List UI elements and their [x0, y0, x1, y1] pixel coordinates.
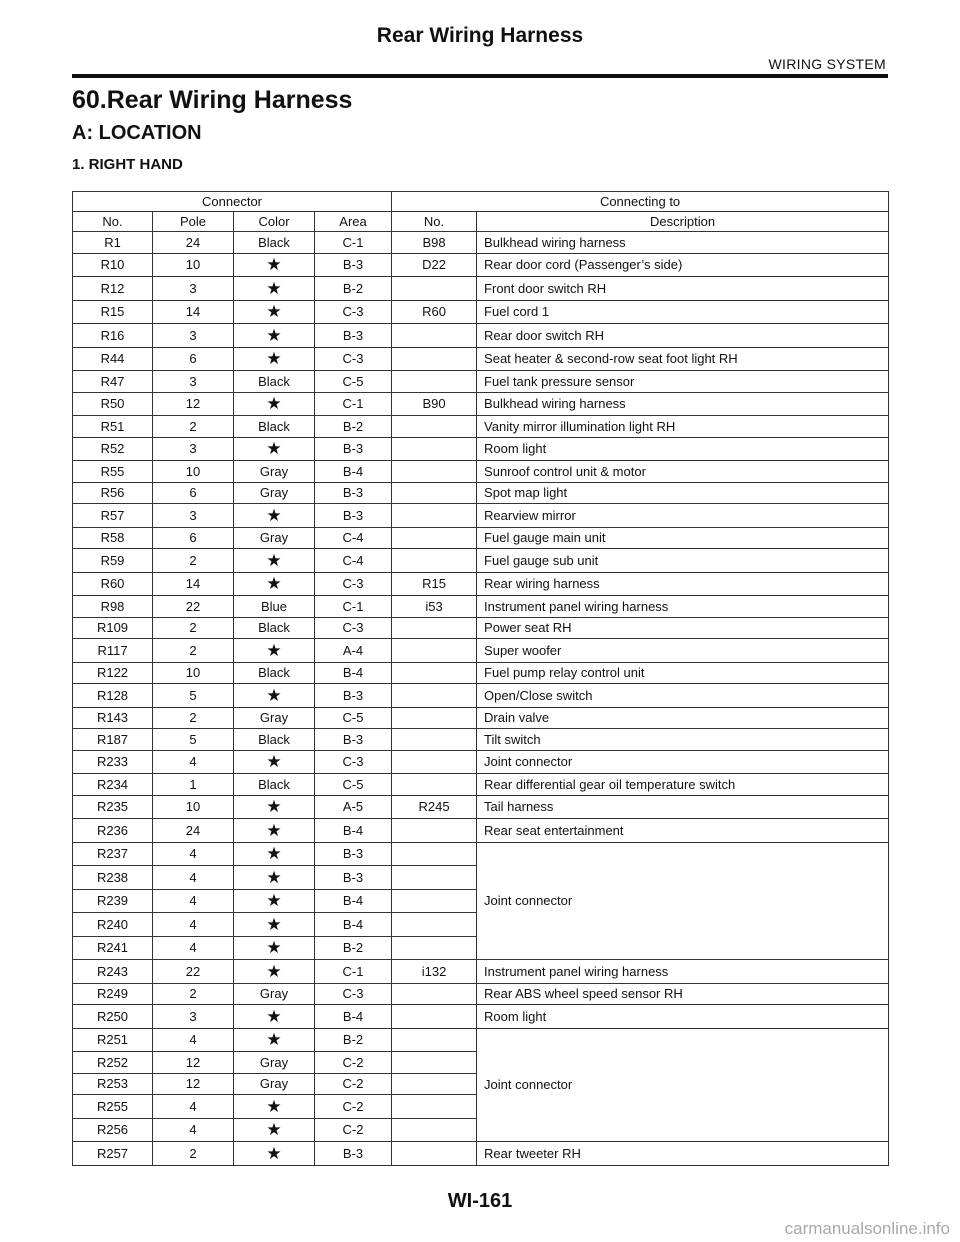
star-icon: ★ [234, 1028, 315, 1052]
cell-connector-no: R56 [73, 482, 153, 504]
column-header-color: Color [234, 212, 315, 232]
cell-connecting-no [392, 277, 477, 301]
cell-area: B-3 [315, 684, 392, 708]
table-row [73, 795, 889, 819]
cell-connector-no: R187 [73, 729, 153, 751]
cell-description: Joint connector [477, 842, 889, 960]
cell-pole: 2 [153, 617, 234, 639]
cell-connector-no: R143 [73, 707, 153, 729]
cell-connector-no: R237 [73, 842, 153, 866]
cell-connecting-no [392, 347, 477, 371]
cell-area: B-2 [315, 416, 392, 438]
cell-connector-no: R240 [73, 913, 153, 937]
star-icon: ★ [234, 684, 315, 708]
cell-pole: 12 [153, 1073, 234, 1095]
star-icon: ★ [234, 253, 315, 277]
cell-pole: 6 [153, 482, 234, 504]
star-icon: ★ [234, 750, 315, 774]
cell-pole: 3 [153, 371, 234, 393]
cell-area: A-4 [315, 639, 392, 663]
cell-pole: 2 [153, 416, 234, 438]
star-icon: ★ [234, 866, 315, 890]
table-row [73, 617, 889, 639]
cell-connector-no: R58 [73, 527, 153, 549]
cell-connecting-no [392, 729, 477, 751]
cell-connector-no: R57 [73, 504, 153, 528]
cell-description: Room light [477, 437, 889, 461]
cell-pole: 5 [153, 729, 234, 751]
cell-connector-no: R251 [73, 1028, 153, 1052]
cell-connector-no: R257 [73, 1142, 153, 1166]
cell-pole: 12 [153, 1052, 234, 1074]
cell-area: B-4 [315, 889, 392, 913]
table-row [73, 842, 889, 866]
cell-area: C-3 [315, 572, 392, 596]
cell-connector-no: R252 [73, 1052, 153, 1074]
table-row [73, 1005, 889, 1029]
cell-connector-no: R235 [73, 795, 153, 819]
cell-connector-no: R50 [73, 392, 153, 416]
cell-connector-no: R122 [73, 662, 153, 684]
cell-pole: 3 [153, 1005, 234, 1029]
cell-area: B-3 [315, 866, 392, 890]
table-body [73, 232, 889, 1166]
page-number: WI-161 [447, 1190, 513, 1212]
cell-pole: 4 [153, 889, 234, 913]
cell-description: Sunroof control unit & motor [477, 461, 889, 483]
cell-pole: 10 [153, 461, 234, 483]
section-subsubtitle: 1. RIGHT HAND [72, 156, 183, 173]
cell-pole: 24 [153, 819, 234, 843]
cell-area: B-2 [315, 277, 392, 301]
cell-area: C-3 [315, 347, 392, 371]
cell-pole: 6 [153, 527, 234, 549]
cell-connecting-no: i53 [392, 596, 477, 618]
cell-connecting-no [392, 527, 477, 549]
cell-color: Gray [234, 707, 315, 729]
star-icon: ★ [234, 347, 315, 371]
cell-pole: 10 [153, 662, 234, 684]
cell-pole: 4 [153, 1095, 234, 1119]
cell-connector-no: R255 [73, 1095, 153, 1119]
table-row [73, 253, 889, 277]
cell-area: B-3 [315, 324, 392, 348]
table-row [73, 819, 889, 843]
cell-connector-no: R47 [73, 371, 153, 393]
cell-description: Rear differential gear oil temperature switch [477, 774, 889, 796]
cell-color: Gray [234, 1073, 315, 1095]
table-row [73, 416, 889, 438]
table-column-header-row [73, 212, 889, 232]
cell-area: B-2 [315, 936, 392, 960]
star-icon: ★ [234, 936, 315, 960]
page-header-title: Rear Wiring Harness [376, 24, 584, 47]
cell-pole: 3 [153, 277, 234, 301]
cell-pole: 2 [153, 639, 234, 663]
cell-connecting-no [392, 482, 477, 504]
section-subtitle: A: LOCATION [72, 122, 202, 144]
cell-connecting-no [392, 983, 477, 1005]
table-row [73, 960, 889, 984]
star-icon: ★ [234, 300, 315, 324]
star-icon: ★ [234, 392, 315, 416]
cell-area: A-5 [315, 795, 392, 819]
cell-pole: 4 [153, 842, 234, 866]
cell-area: B-3 [315, 437, 392, 461]
cell-color: Black [234, 232, 315, 254]
cell-description: Spot map light [477, 482, 889, 504]
cell-connector-no: R52 [73, 437, 153, 461]
table-row [73, 983, 889, 1005]
group-header-connecting-to: Connecting to [392, 192, 889, 212]
cell-connecting-no: B98 [392, 232, 477, 254]
cell-connector-no: R117 [73, 639, 153, 663]
cell-connector-no: R249 [73, 983, 153, 1005]
cell-area: B-4 [315, 1005, 392, 1029]
table-row [73, 504, 889, 528]
table-row [73, 684, 889, 708]
cell-pole: 22 [153, 596, 234, 618]
cell-description: Power seat RH [477, 617, 889, 639]
cell-connector-no: R109 [73, 617, 153, 639]
cell-connecting-no: R245 [392, 795, 477, 819]
cell-connecting-no [392, 504, 477, 528]
cell-description: Fuel tank pressure sensor [477, 371, 889, 393]
cell-description: Room light [477, 1005, 889, 1029]
cell-connecting-no: i132 [392, 960, 477, 984]
star-icon: ★ [234, 1095, 315, 1119]
cell-connecting-no: B90 [392, 392, 477, 416]
cell-description: Front door switch RH [477, 277, 889, 301]
cell-connecting-no [392, 324, 477, 348]
cell-area: C-3 [315, 983, 392, 1005]
column-header-no: No. [73, 212, 153, 232]
cell-area: B-3 [315, 842, 392, 866]
table-row [73, 572, 889, 596]
table-row [73, 371, 889, 393]
cell-description: Tail harness [477, 795, 889, 819]
cell-description: Super woofer [477, 639, 889, 663]
cell-pole: 10 [153, 253, 234, 277]
cell-connector-no: R16 [73, 324, 153, 348]
cell-color: Black [234, 662, 315, 684]
cell-connecting-no [392, 549, 477, 573]
cell-connector-no: R236 [73, 819, 153, 843]
cell-connector-no: R241 [73, 936, 153, 960]
cell-pole: 4 [153, 913, 234, 937]
cell-connecting-no [392, 461, 477, 483]
header-divider [72, 74, 888, 78]
table-row [73, 232, 889, 254]
cell-area: B-4 [315, 913, 392, 937]
cell-connector-no: R55 [73, 461, 153, 483]
cell-color: Gray [234, 527, 315, 549]
cell-color: Black [234, 416, 315, 438]
cell-area: B-4 [315, 819, 392, 843]
cell-description: Instrument panel wiring harness [477, 960, 889, 984]
cell-description: Fuel cord 1 [477, 300, 889, 324]
cell-description: Fuel gauge sub unit [477, 549, 889, 573]
cell-pole: 24 [153, 232, 234, 254]
cell-area: C-3 [315, 300, 392, 324]
cell-area: C-4 [315, 527, 392, 549]
table-row [73, 707, 889, 729]
cell-connector-no: R60 [73, 572, 153, 596]
table-row [73, 729, 889, 751]
cell-connecting-no [392, 1095, 477, 1119]
cell-connecting-no [392, 416, 477, 438]
cell-connecting-no [392, 1028, 477, 1052]
table-row [73, 482, 889, 504]
cell-connecting-no [392, 684, 477, 708]
table-row [73, 277, 889, 301]
cell-connector-no: R253 [73, 1073, 153, 1095]
cell-pole: 4 [153, 1118, 234, 1142]
cell-pole: 4 [153, 750, 234, 774]
cell-pole: 3 [153, 504, 234, 528]
cell-description: Joint connector [477, 750, 889, 774]
cell-color: Blue [234, 596, 315, 618]
cell-connector-no: R243 [73, 960, 153, 984]
cell-description: Fuel gauge main unit [477, 527, 889, 549]
cell-connecting-no [392, 707, 477, 729]
cell-connecting-no [392, 662, 477, 684]
cell-area: B-3 [315, 504, 392, 528]
cell-area: B-3 [315, 482, 392, 504]
table-row [73, 750, 889, 774]
cell-description: Rear tweeter RH [477, 1142, 889, 1166]
cell-pole: 2 [153, 983, 234, 1005]
cell-pole: 4 [153, 936, 234, 960]
star-icon: ★ [234, 324, 315, 348]
cell-pole: 5 [153, 684, 234, 708]
cell-connector-no: R239 [73, 889, 153, 913]
cell-connecting-no [392, 1052, 477, 1074]
cell-connecting-no [392, 371, 477, 393]
cell-description: Rear seat entertainment [477, 819, 889, 843]
section-label: WIRING SYSTEM [768, 56, 886, 72]
cell-area: C-1 [315, 960, 392, 984]
cell-description: Bulkhead wiring harness [477, 232, 889, 254]
table-row [73, 774, 889, 796]
cell-color: Gray [234, 983, 315, 1005]
cell-pole: 2 [153, 549, 234, 573]
cell-color: Black [234, 371, 315, 393]
star-icon: ★ [234, 277, 315, 301]
table-row [73, 596, 889, 618]
cell-pole: 2 [153, 1142, 234, 1166]
cell-connecting-no [392, 750, 477, 774]
cell-connecting-no [392, 639, 477, 663]
cell-area: C-2 [315, 1052, 392, 1074]
cell-area: B-2 [315, 1028, 392, 1052]
cell-pole: 3 [153, 437, 234, 461]
cell-connector-no: R256 [73, 1118, 153, 1142]
cell-connecting-no [392, 437, 477, 461]
cell-color: Black [234, 729, 315, 751]
cell-connector-no: R12 [73, 277, 153, 301]
cell-connecting-no [392, 819, 477, 843]
table-row [73, 437, 889, 461]
cell-connector-no: R250 [73, 1005, 153, 1029]
cell-area: C-2 [315, 1118, 392, 1142]
star-icon: ★ [234, 842, 315, 866]
star-icon: ★ [234, 1118, 315, 1142]
cell-connector-no: R1 [73, 232, 153, 254]
cell-area: B-3 [315, 253, 392, 277]
table-row [73, 1142, 889, 1166]
cell-area: C-4 [315, 549, 392, 573]
cell-color: Black [234, 617, 315, 639]
star-icon: ★ [234, 889, 315, 913]
cell-description: Rear door cord (Passenger’s side) [477, 253, 889, 277]
cell-area: C-5 [315, 707, 392, 729]
cell-area: C-2 [315, 1095, 392, 1119]
table-row [73, 549, 889, 573]
connector-table [72, 191, 889, 1166]
table-row [73, 392, 889, 416]
cell-connecting-no [392, 1005, 477, 1029]
table-row [73, 324, 889, 348]
cell-connecting-no [392, 913, 477, 937]
cell-description: Instrument panel wiring harness [477, 596, 889, 618]
cell-connector-no: R15 [73, 300, 153, 324]
cell-pole: 3 [153, 324, 234, 348]
cell-pole: 10 [153, 795, 234, 819]
table-group-header-row [73, 192, 889, 212]
cell-pole: 2 [153, 707, 234, 729]
cell-description: Rear door switch RH [477, 324, 889, 348]
cell-description: Fuel pump relay control unit [477, 662, 889, 684]
cell-description: Tilt switch [477, 729, 889, 751]
cell-description: Drain valve [477, 707, 889, 729]
star-icon: ★ [234, 572, 315, 596]
cell-connector-no: R51 [73, 416, 153, 438]
cell-area: C-1 [315, 392, 392, 416]
star-icon: ★ [234, 795, 315, 819]
cell-pole: 6 [153, 347, 234, 371]
cell-area: C-1 [315, 232, 392, 254]
table-row [73, 461, 889, 483]
cell-area: B-4 [315, 461, 392, 483]
column-header-description: Description [477, 212, 889, 232]
star-icon: ★ [234, 504, 315, 528]
cell-pole: 4 [153, 1028, 234, 1052]
cell-connector-no: R233 [73, 750, 153, 774]
cell-connecting-no [392, 936, 477, 960]
cell-description: Joint connector [477, 1028, 889, 1142]
cell-connector-no: R59 [73, 549, 153, 573]
cell-area: B-3 [315, 1142, 392, 1166]
cell-connector-no: R98 [73, 596, 153, 618]
cell-connecting-no [392, 866, 477, 890]
cell-connecting-no [392, 774, 477, 796]
cell-area: B-4 [315, 662, 392, 684]
cell-color: Gray [234, 1052, 315, 1074]
table-row [73, 347, 889, 371]
cell-connector-no: R44 [73, 347, 153, 371]
cell-connecting-no [392, 1118, 477, 1142]
cell-pole: 14 [153, 300, 234, 324]
cell-connector-no: R238 [73, 866, 153, 890]
cell-color: Black [234, 774, 315, 796]
cell-connecting-no [392, 842, 477, 866]
cell-description: Seat heater & second-row seat foot light RH [477, 347, 889, 371]
cell-connecting-no [392, 1142, 477, 1166]
cell-pole: 12 [153, 392, 234, 416]
star-icon: ★ [234, 913, 315, 937]
cell-description: Rear wiring harness [477, 572, 889, 596]
cell-connecting-no [392, 889, 477, 913]
column-header-to-no: No. [392, 212, 477, 232]
cell-area: C-3 [315, 617, 392, 639]
cell-connecting-no: R60 [392, 300, 477, 324]
cell-pole: 22 [153, 960, 234, 984]
cell-area: C-5 [315, 371, 392, 393]
cell-area: C-2 [315, 1073, 392, 1095]
cell-description: Bulkhead wiring harness [477, 392, 889, 416]
column-header-area: Area [315, 212, 392, 232]
table-row [73, 300, 889, 324]
star-icon: ★ [234, 549, 315, 573]
star-icon: ★ [234, 1142, 315, 1166]
cell-connecting-no [392, 1073, 477, 1095]
star-icon: ★ [234, 1005, 315, 1029]
star-icon: ★ [234, 960, 315, 984]
cell-pole: 4 [153, 866, 234, 890]
table-row [73, 639, 889, 663]
cell-pole: 1 [153, 774, 234, 796]
cell-connecting-no: R15 [392, 572, 477, 596]
group-header-connector: Connector [73, 192, 392, 212]
cell-connector-no: R234 [73, 774, 153, 796]
watermark: carmanualsonline.info [784, 1219, 950, 1238]
cell-connecting-no: D22 [392, 253, 477, 277]
cell-connecting-no [392, 617, 477, 639]
cell-description: Rearview mirror [477, 504, 889, 528]
cell-connector-no: R10 [73, 253, 153, 277]
cell-color: Gray [234, 482, 315, 504]
cell-pole: 14 [153, 572, 234, 596]
cell-description: Rear ABS wheel speed sensor RH [477, 983, 889, 1005]
star-icon: ★ [234, 819, 315, 843]
document-title: 60.Rear Wiring Harness [72, 86, 353, 114]
cell-area: B-3 [315, 729, 392, 751]
cell-description: Vanity mirror illumination light RH [477, 416, 889, 438]
cell-description: Open/Close switch [477, 684, 889, 708]
cell-color: Gray [234, 461, 315, 483]
table-row [73, 1028, 889, 1052]
column-header-pole: Pole [153, 212, 234, 232]
star-icon: ★ [234, 437, 315, 461]
table-row [73, 527, 889, 549]
star-icon: ★ [234, 639, 315, 663]
table-row [73, 662, 889, 684]
cell-area: C-1 [315, 596, 392, 618]
cell-area: C-3 [315, 750, 392, 774]
cell-area: C-5 [315, 774, 392, 796]
cell-connector-no: R128 [73, 684, 153, 708]
